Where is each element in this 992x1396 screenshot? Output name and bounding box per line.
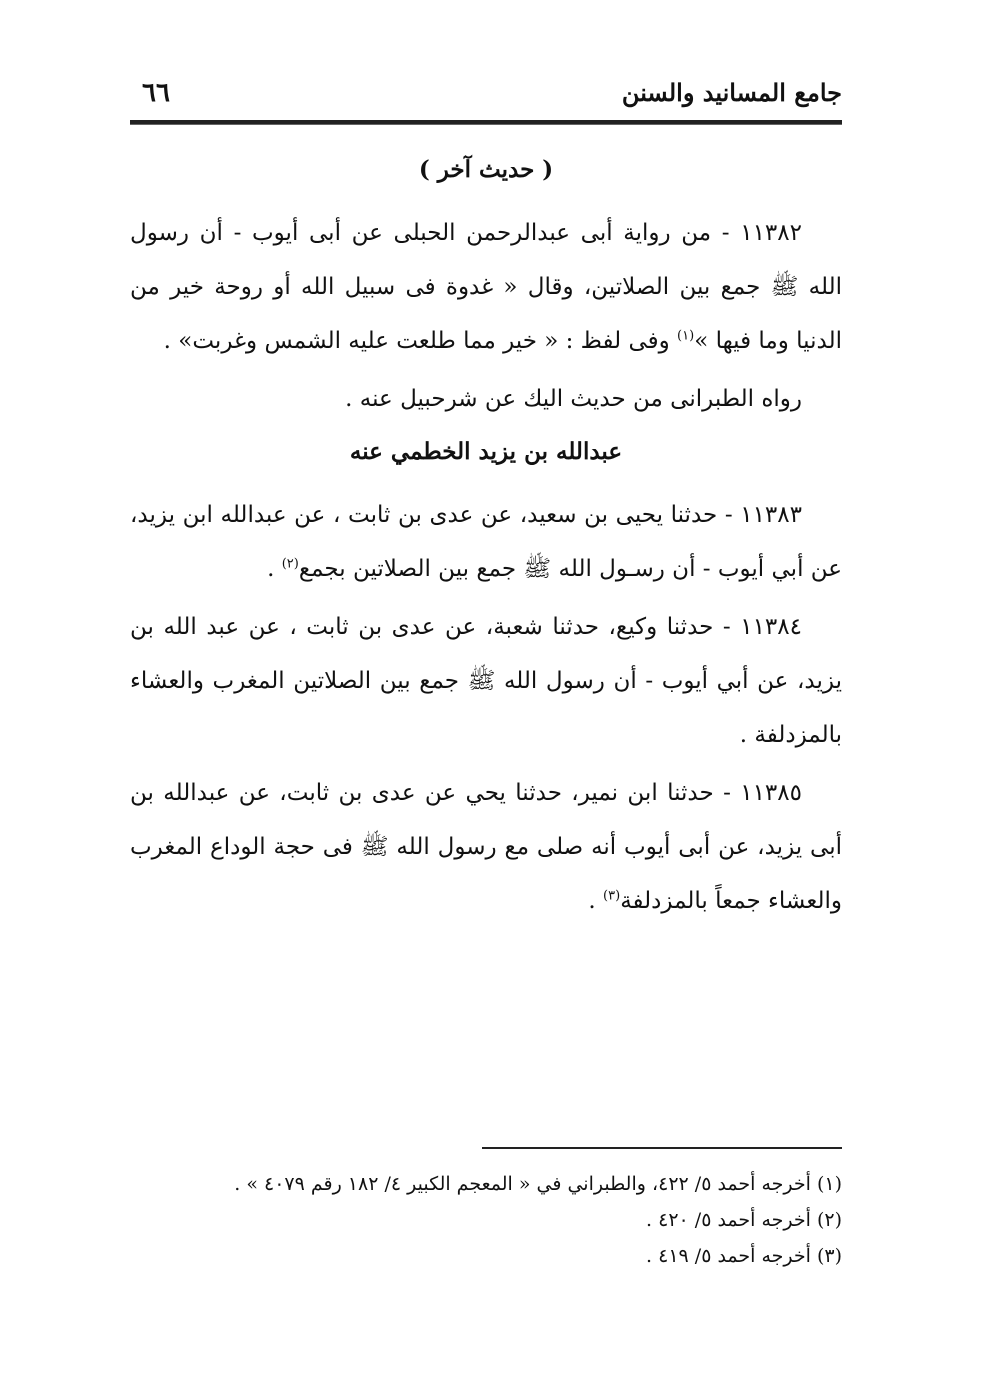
header-rule [130, 120, 842, 125]
footnote-3: (٣) أخرجه أحمد ٥/ ٤١٩ . [646, 1245, 842, 1267]
hadith-11385-tail: . [588, 888, 604, 914]
hadith-11382-text: ١١٣٨٢ - من رواية أبى عبدالرحمن الحبلى عن أبى أيوب - أن رسول الله ﷺ جمع بين الصلاتين، وقال « غدوة فى سبيل الله أو روحة خير من الدنيا وما فيها » [130, 220, 842, 354]
narration-note: رواه الطبرانى من حديث اليك عن شرحبيل عنه . [345, 386, 802, 412]
footnote-ref-1: (١) [677, 328, 695, 344]
hadith-11383-text: ١١٣٨٣ - حدثنا يحيى بن سعيد، عن عدى بن ثابت ، عن عبدالله ابن يزيد، عن أبي أيوب - أن رسـول الله ﷺ جمع بين الصلاتين بجمع [130, 502, 842, 582]
hadith-11383-tail: . [267, 556, 282, 582]
footnote-1: (١) أخرجه أحمد ٥/ ٤٢٢، والطبراني في « المعجم الكبير ٤/ ١٨٢ رقم ٤٠٧٩ » . [234, 1173, 842, 1195]
page-number: ٦٦ [142, 78, 170, 108]
main-text [130, 150, 842, 932]
book-title: جامع المسانيد والسنن [621, 78, 842, 107]
section-heading-hadith-akhar: ( حديث آخر ) [418, 156, 554, 183]
footnote-ref-3: (٣) [603, 888, 621, 904]
footnote-rule [482, 1147, 842, 1149]
hadith-11384: ١١٣٨٤ - حدثنا وكيع، حدثنا شعبة، عن عدى بن ثابت ، عن عبد الله بن يزيد، عن أبي أيوب - أن رسول الله ﷺ جمع بين الصلاتين المغرب والعشاء بالمزدلفة . [130, 614, 842, 748]
footnote-ref-2: (٢) [281, 556, 299, 572]
section-heading-abdullah: عبدالله بن يزيد الخطمي عنه [349, 438, 623, 465]
page-header [130, 72, 842, 116]
hadith-11385-text: ١١٣٨٥ - حدثنا ابن نمير، حدثنا يحي عن عدى بن ثابت، عن عبدالله بن أبى يزيد، عن أبى أيوب أنه صلى مع رسول الله ﷺ فى حجة الوداع المغرب والعشاء جمعاً بالمزدلفة [130, 780, 842, 914]
footnote-2: (٢) أخرجه أحمد ٥/ ٤٢٠ . [646, 1209, 842, 1231]
hadith-11382 [130, 206, 842, 368]
footnotes [130, 1166, 842, 1274]
hadith-11382-tail: وفى لفظ : « خير مما طلعت عليه الشمس وغربت» . [163, 328, 678, 354]
hadith-11383 [130, 488, 842, 596]
hadith-11385 [130, 766, 842, 928]
